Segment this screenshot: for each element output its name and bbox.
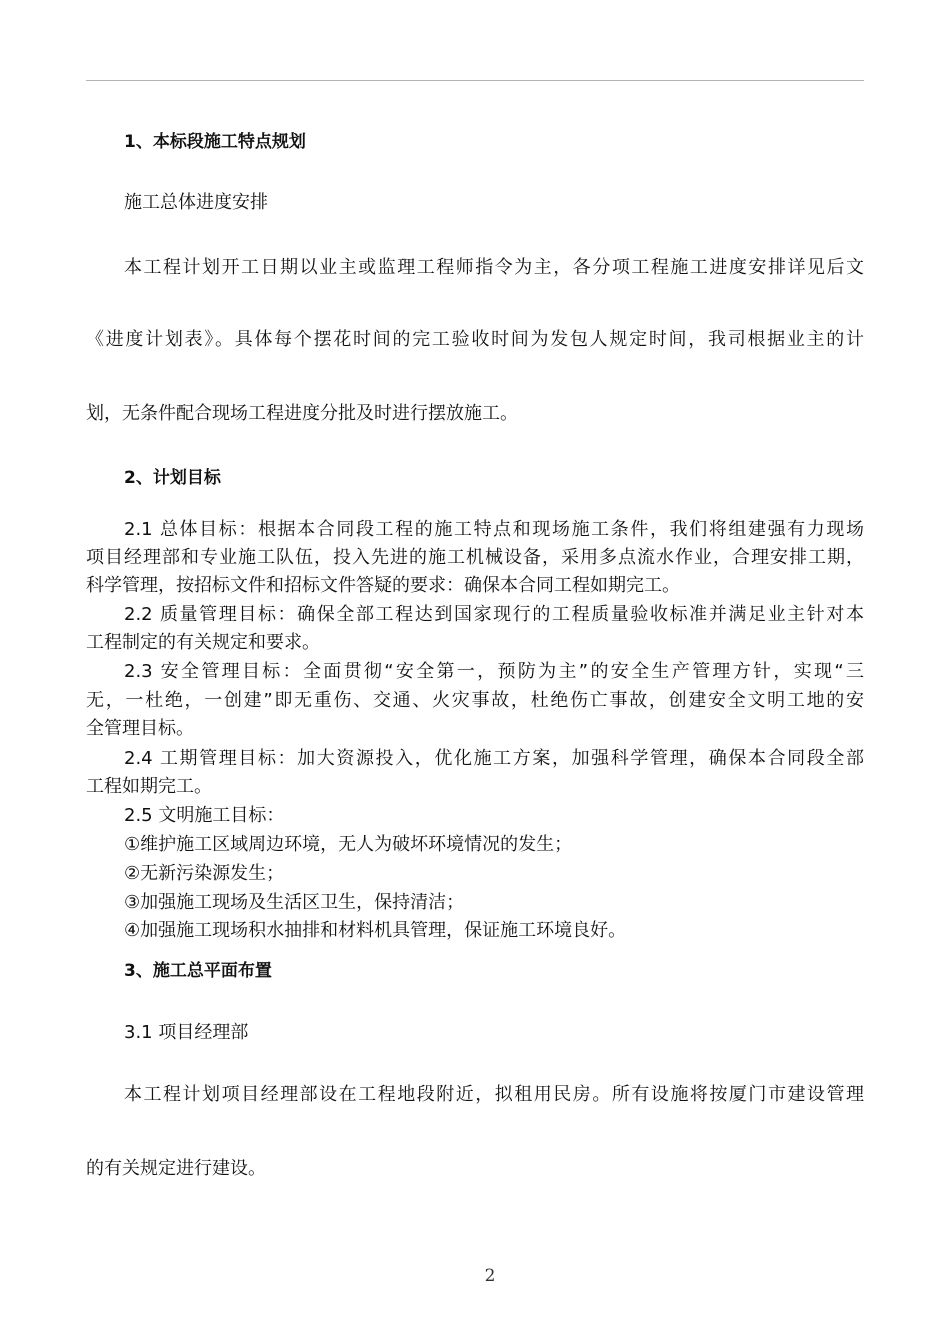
header-rule	[86, 80, 864, 81]
paragraph-line: 本工程计划开工日期以业主或监理工程师指令为主，各分项工程施工进度安排详见后文	[124, 257, 864, 278]
paragraph-line: 2.2 质量管理目标：确保全部工程达到国家现行的工程质量验收标准并满足业主针对本	[124, 604, 864, 625]
paragraph-line: 全管理目标。	[86, 718, 194, 739]
paragraph-line: 的有关规定进行建设。	[86, 1158, 266, 1179]
page-number: 2	[484, 1266, 496, 1286]
paragraph-line: 工程如期完工。	[86, 776, 212, 797]
paragraph-line: 2.4 工期管理目标：加大资源投入，优化施工方案，加强科学管理，确保本合同段全部	[124, 748, 864, 769]
paragraph-line: 本工程计划项目经理部设在工程地段附近，拟租用民房。所有设施将按厦门市建设管理	[124, 1084, 864, 1105]
paragraph-line: 工程制定的有关规定和要求。	[86, 632, 320, 653]
section-3-heading: 3、施工总平面布置	[124, 961, 272, 981]
section-2-heading: 2、计划目标	[124, 468, 221, 488]
paragraph-line: 科学管理，按招标文件和招标文件答疑的要求：确保本合同工程如期完工。	[86, 575, 680, 596]
section-3-subheading: 3.1 项目经理部	[124, 1022, 249, 1043]
paragraph-line: 划，无条件配合现场工程进度分批及时进行摆放施工。	[86, 403, 518, 424]
paragraph-line: 项目经理部和专业施工队伍，投入先进的施工机械设备，采用多点流水作业，合理安排工期，	[86, 547, 864, 568]
paragraph-line: 无，一杜绝，一创建”即无重伤、交通、火灾事故，杜绝伤亡事故，创建安全文明工地的安	[86, 690, 864, 711]
paragraph-line: 2.1 总体目标：根据本合同段工程的施工特点和现场施工条件，我们将组建强有力现场	[124, 519, 864, 540]
paragraph-line: 《进度计划表》。具体每个摆花时间的完工验收时间为发包人规定时间，我司根据业主的计	[86, 329, 864, 350]
section-1-subheading: 施工总体进度安排	[124, 192, 268, 213]
list-item: ②无新污染源发生；	[124, 863, 285, 884]
paragraph-line: 2.3 安全管理目标：全面贯彻“安全第一，预防为主”的安全生产管理方针，实现“三	[124, 661, 864, 682]
list-item: 2.5 文明施工目标：	[124, 805, 285, 826]
list-item: ④加强施工现场积水抽排和材料机具管理，保证施工环境良好。	[124, 920, 627, 941]
list-item: ①维护施工区域周边环境，无人为破坏环境情况的发生；	[124, 834, 573, 855]
list-item: ③加强施工现场及生活区卫生，保持清洁；	[124, 892, 465, 913]
section-1-heading: 1、本标段施工特点规划	[124, 132, 306, 152]
